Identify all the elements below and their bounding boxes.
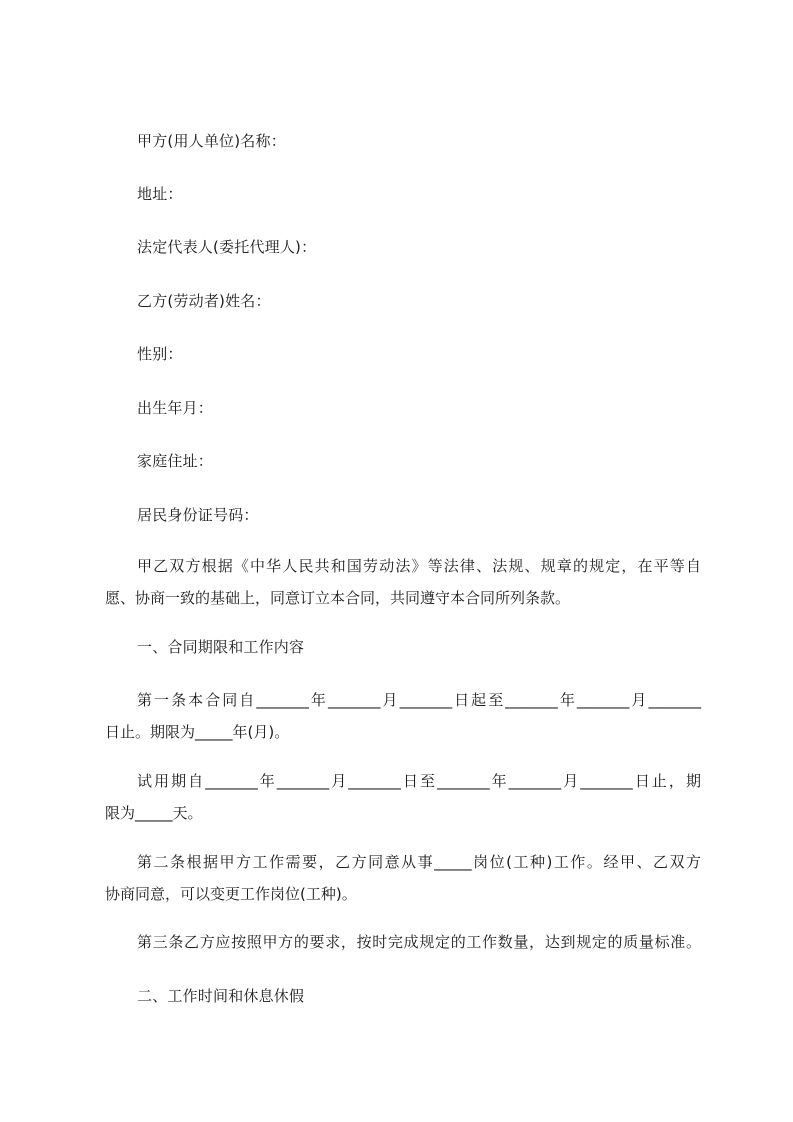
id-number-field: 居民身份证号码： [137, 506, 259, 524]
legal-representative-field: 法定代表人(委托代理人)： [137, 238, 317, 256]
article-1-line-2: 日止。期限为_____年(月)。 [105, 723, 290, 741]
home-address-field: 家庭住址： [137, 452, 214, 470]
section-1-heading: 一、合同期限和工作内容 [137, 638, 305, 656]
article-2-line-1: 第二条根据甲方工作需要，乙方同意从事_____岗位(工种)工作。经甲、乙双方 [137, 853, 701, 871]
article-2-paragraph [105, 852, 701, 904]
address-field: 地址： [137, 185, 183, 203]
employee-name-field: 乙方(劳动者)姓名： [137, 292, 271, 310]
article-1-paragraph [105, 690, 701, 742]
intro-paragraph [105, 556, 701, 608]
probation-line-2: 限为_____天。 [105, 804, 203, 822]
intro-line-2: 愿、协商一致的基础上，同意订立本合同，共同遵守本合同所列条款。 [105, 589, 571, 607]
section-2-heading: 二、工作时间和休息休假 [137, 987, 305, 1005]
probation-line-1: 试用期自_______年_______月_______日至_______年_______月_______日止，期 [137, 772, 701, 790]
article-3-line: 第三条乙方应按照甲方的要求，按时完成规定的工作数量，达到规定的质量标准。 [137, 933, 701, 951]
intro-line-1: 甲乙双方根据《中华人民共和国劳动法》等法律、法规、规章的规定，在平等自 [137, 557, 701, 575]
article-1-line-1: 第一条本合同自_______年_______月_______日起至_______年_______月_______ [137, 691, 701, 709]
gender-field: 性别： [137, 345, 183, 363]
probation-paragraph [105, 771, 701, 823]
article-3-paragraph [105, 932, 701, 952]
birth-date-field: 出生年月： [137, 399, 214, 417]
article-2-line-2: 协商同意，可以变更工作岗位(工种)。 [105, 885, 357, 903]
employer-name-field: 甲方(用人单位)名称： [137, 132, 286, 150]
